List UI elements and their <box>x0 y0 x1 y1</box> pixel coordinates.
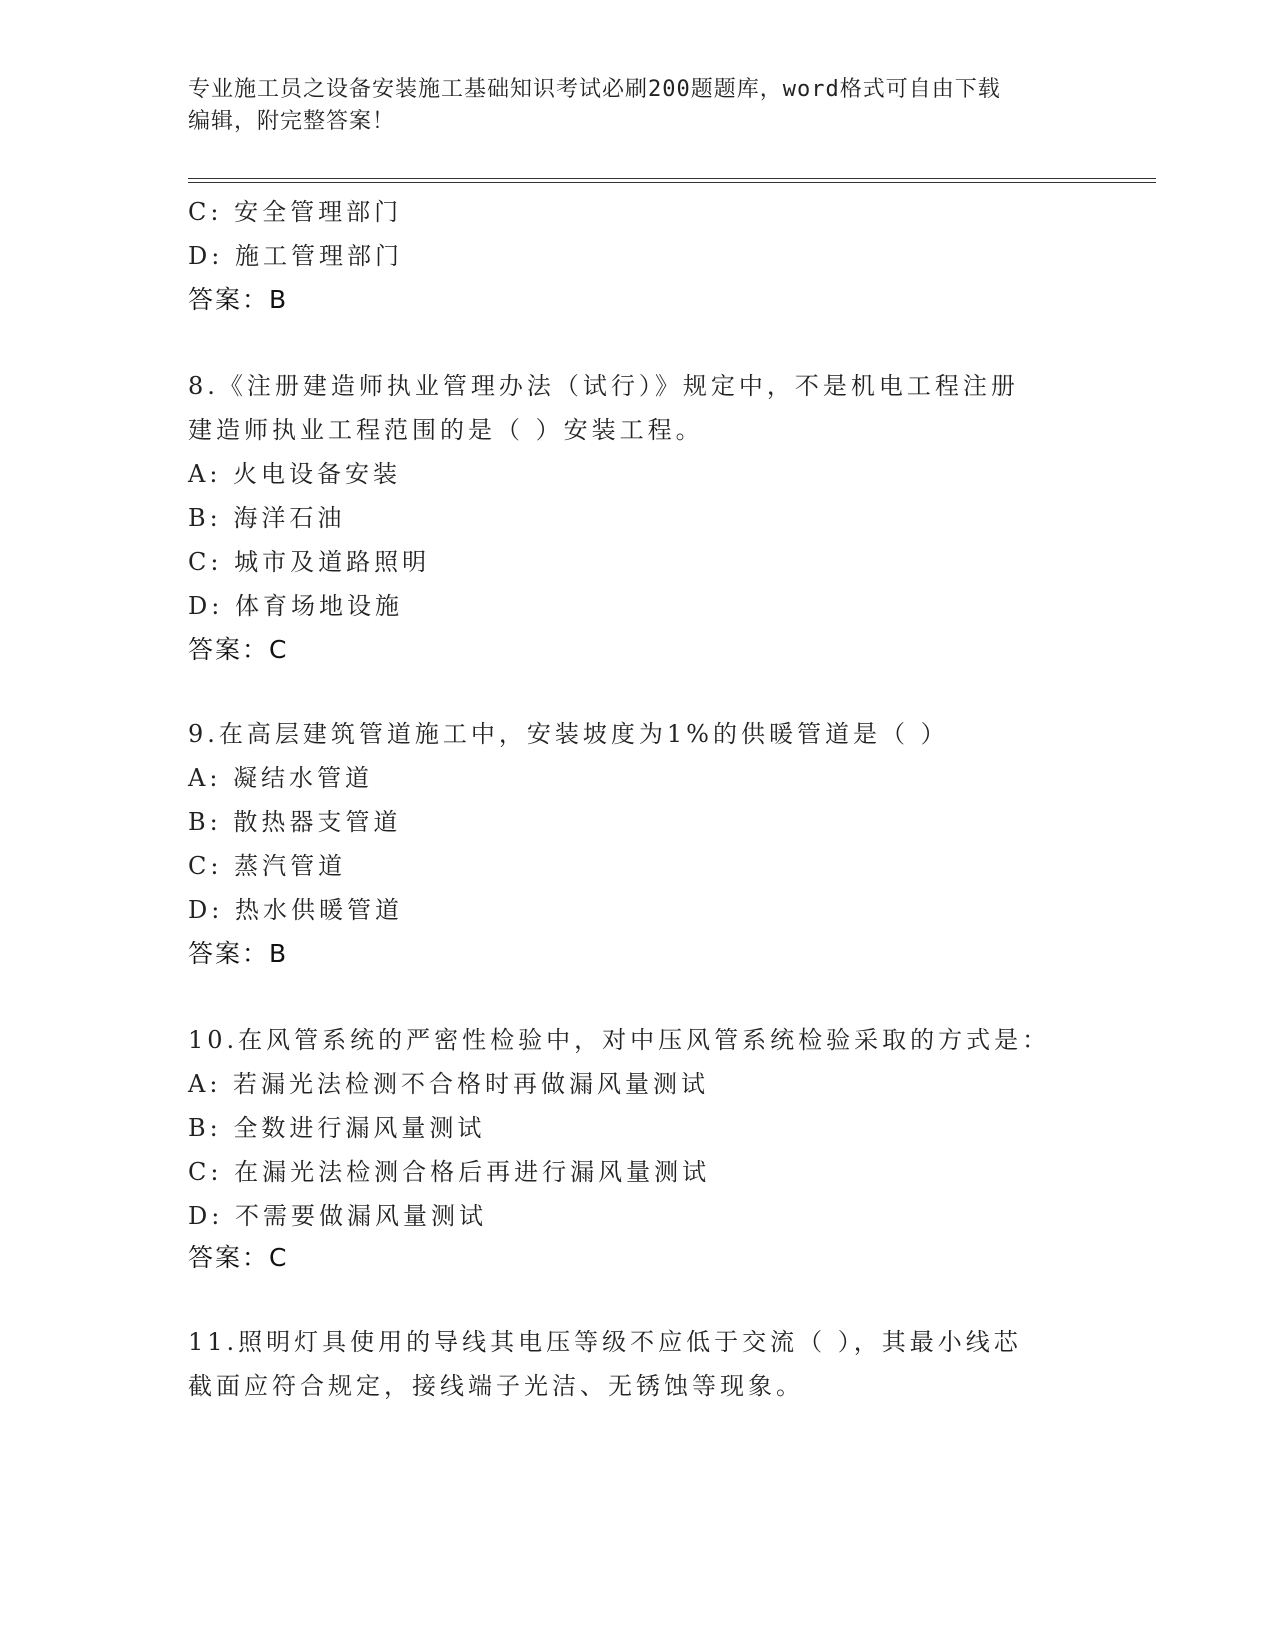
q10-stem: 10.在风管系统的严密性检验中，对中压风管系统检验采取的方式是： <box>188 1026 1051 1054</box>
q10-option-b: B: 全数进行漏风量测试 <box>188 1114 486 1142</box>
q7-option-d: D: 施工管理部门 <box>188 242 403 270</box>
q11-stem-line2: 截面应符合规定，接线端子光洁、无锈蚀等现象。 <box>188 1372 804 1400</box>
q8-answer: 答案：C <box>188 635 289 664</box>
header-divider-bottom <box>188 182 1156 183</box>
q8-option-c: C: 城市及道路照明 <box>188 548 431 576</box>
q9-answer: 答案：B <box>188 939 289 968</box>
q8-stem-line1: 8.《注册建造师执业管理办法（试行）》规定中，不是机电工程注册 <box>188 372 1019 400</box>
q10-option-c: C: 在漏光法检测合格后再进行漏风量测试 <box>188 1158 711 1186</box>
q10-option-a: A: 若漏光法检测不合格时再做漏风量测试 <box>188 1070 710 1098</box>
q9-option-c: C: 蒸汽管道 <box>188 852 347 880</box>
header-divider-top <box>188 178 1156 179</box>
q7-option-c: C: 安全管理部门 <box>188 198 403 226</box>
q9-option-b: B: 散热器支管道 <box>188 808 402 836</box>
q9-option-d: D: 热水供暖管道 <box>188 896 403 924</box>
q10-answer: 答案：C <box>188 1243 289 1272</box>
q8-option-b: B: 海洋石油 <box>188 504 346 532</box>
q9-option-a: A: 凝结水管道 <box>188 764 374 792</box>
q10-option-d: D: 不需要做漏风量测试 <box>188 1202 487 1230</box>
q7-answer: 答案：B <box>188 285 289 314</box>
document-header <box>188 74 1088 138</box>
q8-option-d: D: 体育场地设施 <box>188 592 403 620</box>
header-title-line1: 专业施工员之设备安装施工基础知识考试必刷200题题库，word格式可自由下载 <box>188 77 1001 102</box>
q9-stem: 9.在高层建筑管道施工中，安装坡度为1%的供暖管道是（ ） <box>188 720 949 748</box>
q8-stem-line2: 建造师执业工程范围的是（ ）安装工程。 <box>188 416 704 444</box>
q8-option-a: A: 火电设备安装 <box>188 460 402 488</box>
header-title-line2: 编辑，附完整答案！ <box>188 109 396 134</box>
q11-stem-line1: 11.照明灯具使用的导线其电压等级不应低于交流（ ），其最小线芯 <box>188 1328 1022 1356</box>
